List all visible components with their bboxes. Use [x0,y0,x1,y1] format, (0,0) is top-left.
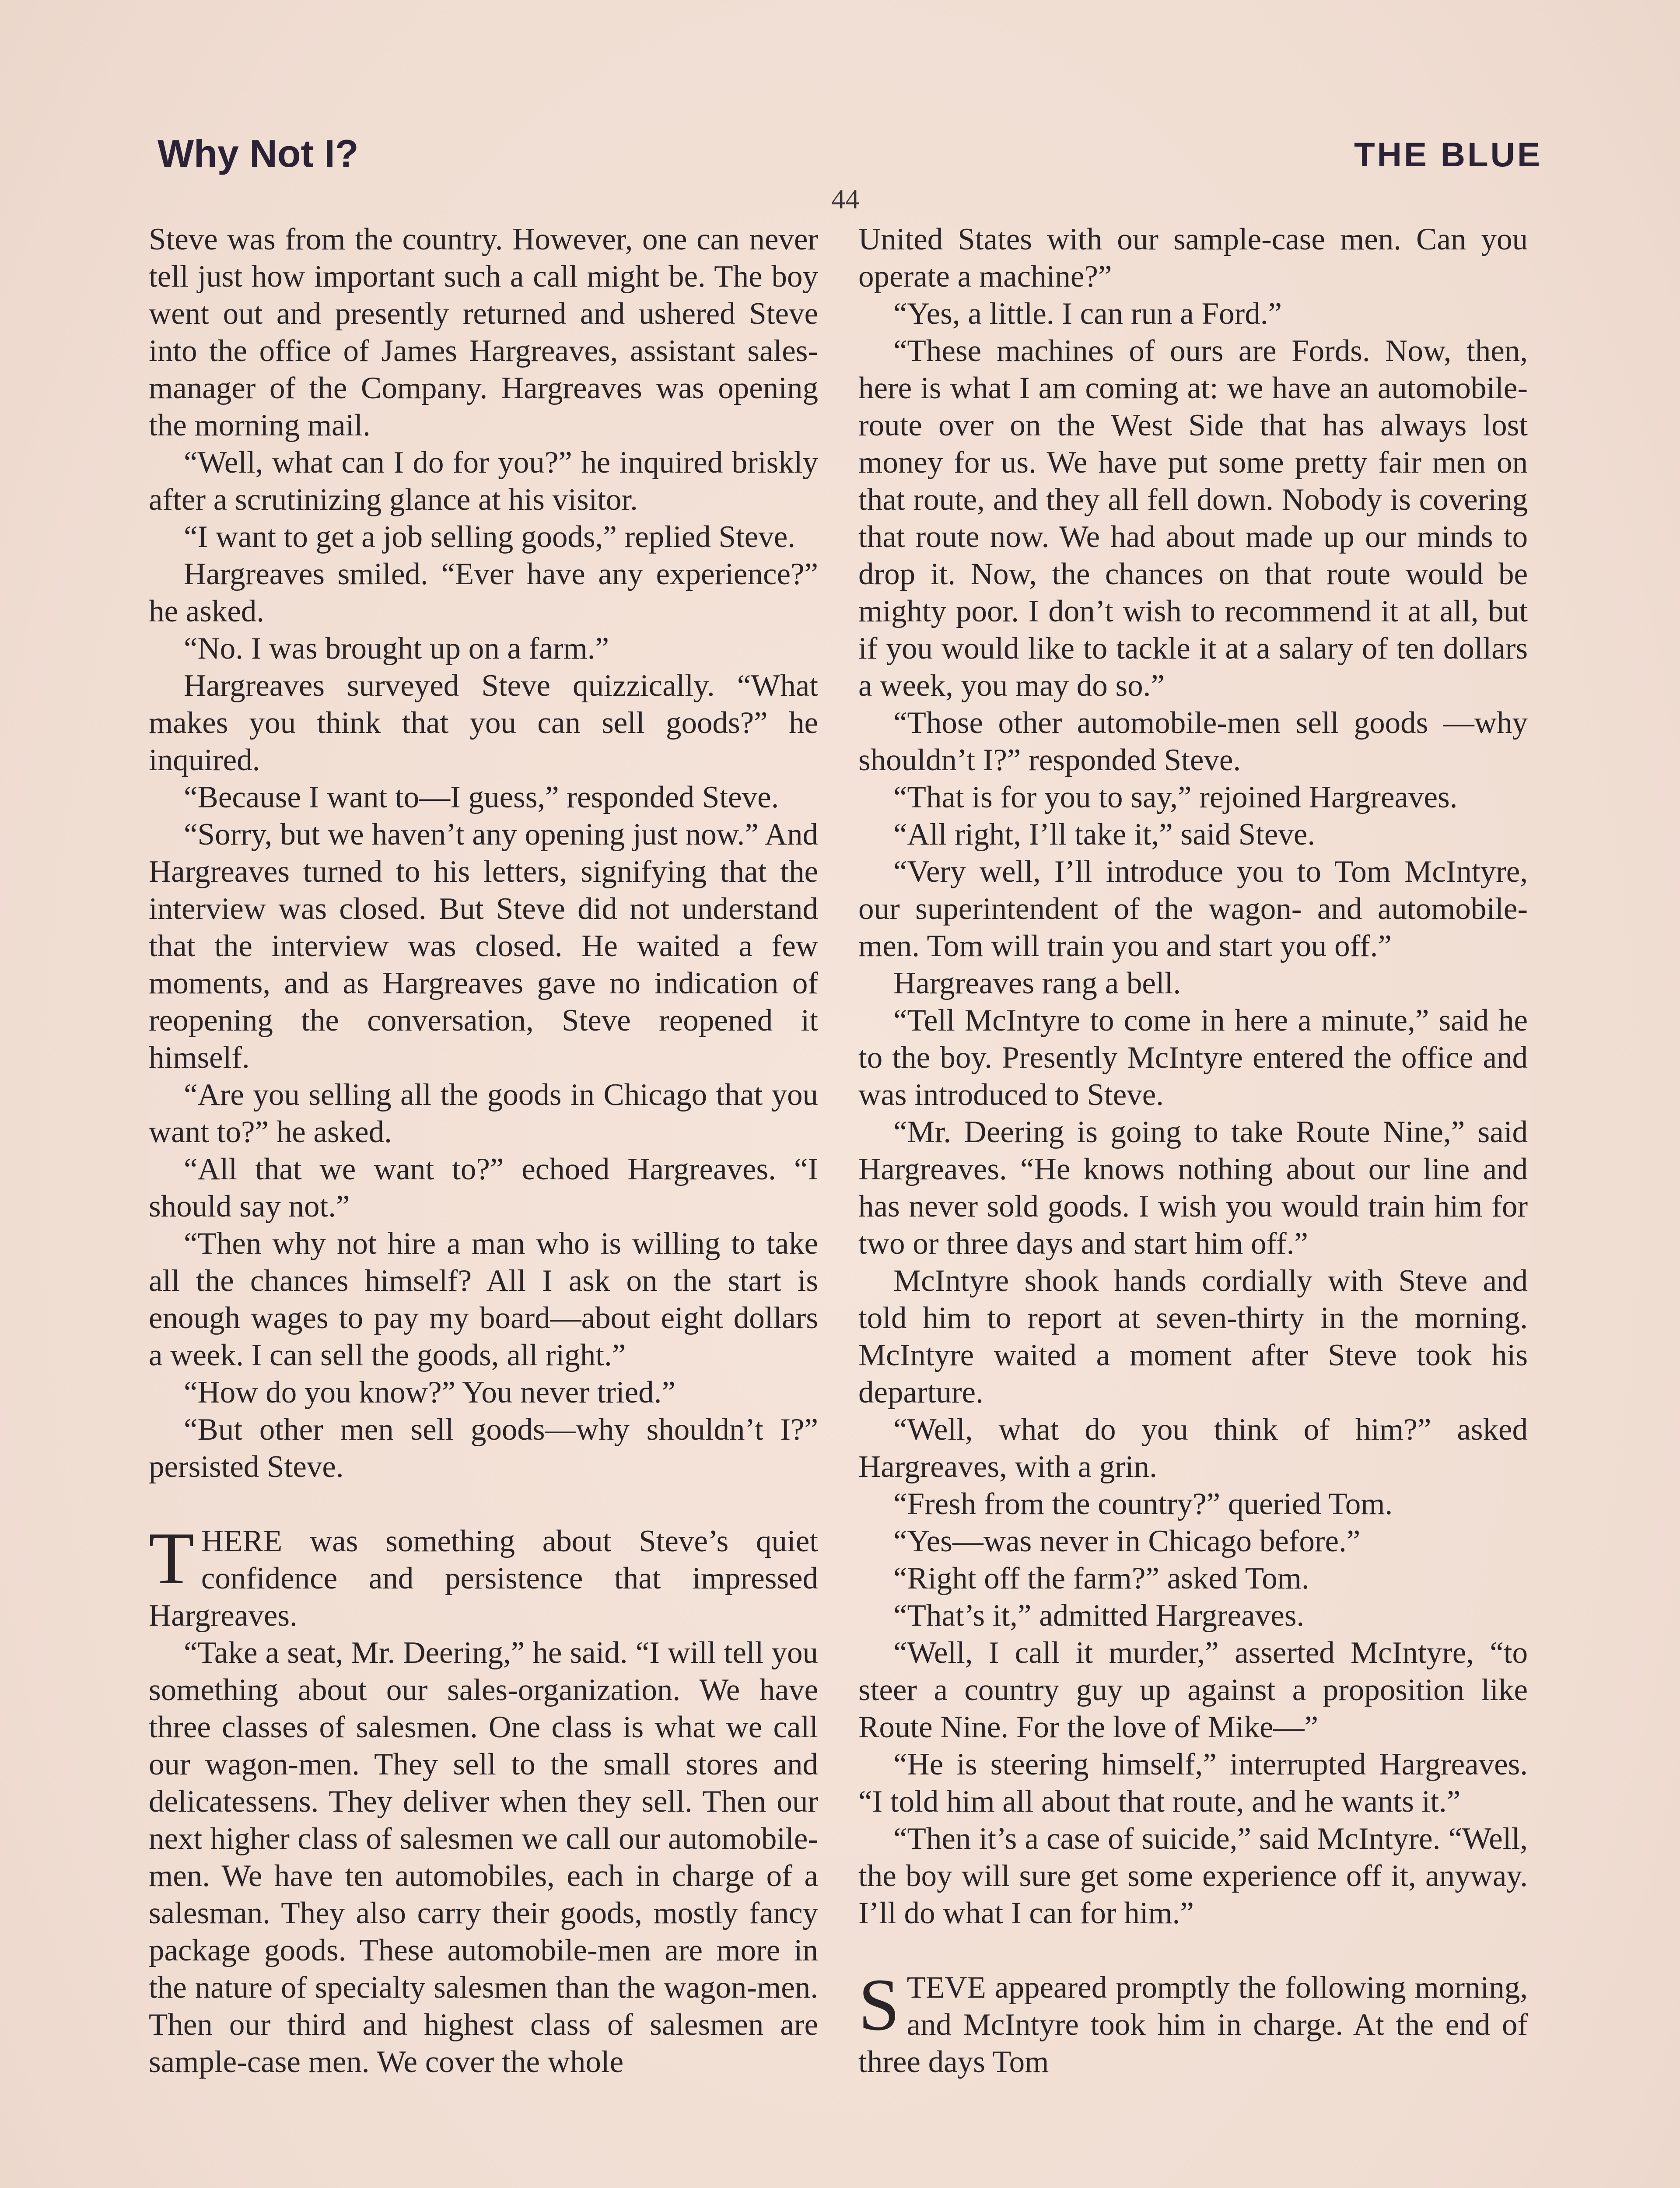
paragraph: “How do you know?” You never tried.” [184,1375,676,1410]
drop-cap: S [858,1964,900,2046]
paragraph: McIntyre shook hands cordially with Steve and told him to report at seven-thirty in the morning. McIntyre waited a moment after Steve took his departure. [858,1264,1528,1410]
running-header [158,131,1542,179]
paragraph: “Those other automobile-men sell goods —why shouldn’t I?” responded Steve. [858,706,1528,777]
magazine-name: THE BLUE [1354,135,1542,174]
paragraph: Hargreaves surveyed Steve quizzically. “What makes you think that you can sell goods?” he inquired. [149,669,818,777]
paragraph: “All right, I’ll take it,” said Steve. [893,817,1316,852]
paragraph: “Well, what can I do for you?” he inquired briskly after a scrutinizing glance at his visitor. [149,445,818,517]
paragraph: “He is steering himself,” interrupted Hargreaves. “I told him all about that route, and he wants it.” [858,1747,1528,1819]
paragraph: “All that we want to?” echoed Hargreaves. “I should say not.” [149,1152,818,1224]
paragraph: United States with our sample-case men. Can you operate a machine?” [858,222,1528,294]
paragraph: “Because I want to—I guess,” responded Steve. [184,780,779,814]
paragraph: “Are you selling all the goods in Chicago that you want to?” he asked. [149,1078,818,1149]
paragraph: “Well, what do you think of him?” asked Hargreaves, with a grin. [858,1413,1528,1484]
paragraph: “That’s it,” admitted Hargreaves. [893,1599,1305,1633]
paragraph: “Then why not hire a man who is willing to take all the chances himself? All I ask on the start is enough wages to pay my board—about eight dollars a week. I can sell the goods, all right.” [149,1227,818,1372]
paragraph: “Yes—was never in Chicago before.” [893,1524,1361,1558]
drop-cap: T [149,1517,194,1599]
paragraph: “I want to get a job selling goods,” replied Steve. [184,520,795,554]
section-opening-paragraph [149,1517,818,1634]
story-title: Why Not I? [158,132,359,175]
paragraph: “Yes, a little. I can run a Ford.” [893,297,1282,331]
paragraph: “Sorry, but we haven’t any opening just now.” And Hargreaves turned to his letters, signifying that the interview was closed. But Steve did not understand that the interview was closed. He waited a few moments, and as Hargreaves gave no indication of reopening the conversation, Steve reopened it himself. [149,817,818,1075]
paragraph: “Very well, I’ll introduce you to Tom McIntyre, our superintendent of the wagon- and automobile-men. Tom will train you and start you off.” [858,855,1528,963]
paragraph: Steve was from the country. However, one can never tell just how important such a call might be. The boy went out and presently returned and ushered Steve into the office of James Hargreaves, assistant sales-manager of the Company. Hargreaves was opening the morning mail. [149,222,818,442]
paragraph: “Take a seat, Mr. Deering,” he said. “I will tell you something about our sales-organization. We have three classes of salesmen. One class is what we call our wagon-men. They sell to the small stores and delicatessens. They deliver when they sell. Then our next higher class of salesmen we call our automobile-men. We have ten automobiles, each in charge of a salesman. They also carry their goods, mostly fancy package goods. These automobile-men are more in the nature of specialty salesmen than the wagon-men. Then our third and highest class of salesmen are sample-case men. We cover the whole [149,1636,818,2079]
paragraph: “Well, I call it murder,” asserted McIntyre, “to steer a country guy up against a proposition like Route Nine. For the love of Mike—” [858,1636,1528,1744]
paragraph: Hargreaves rang a bell. [893,966,1181,1000]
section-text: TEVE appeared promptly the following morning, and McIntyre took him in charge. At the end of three days Tom [858,1971,1528,2079]
page-number: 44 [831,183,859,214]
left-column [149,221,818,2081]
paragraph: “No. I was brought up on a farm.” [184,631,609,666]
paragraph: “Then it’s a case of suicide,” said McIntyre. “Well, the boy will sure get some experience off it, anyway. I’ll do what I can for him.” [858,1822,1528,1930]
paragraph: “Mr. Deering is going to take Route Nine,” said Hargreaves. “He knows nothing about our line and has never sold goods. I wish you would train him for two or three days and start him off.” [858,1115,1528,1261]
paragraph: “That is for you to say,” rejoined Hargreaves. [893,780,1458,814]
paragraph: “Fresh from the country?” queried Tom. [893,1487,1393,1521]
paragraph: “But other men sell goods—why shouldn’t I?” persisted Steve. [149,1413,818,1484]
paragraph: “Right off the farm?” asked Tom. [893,1561,1309,1595]
section-text: HERE was something about Steve’s quiet confidence and persistence that impressed Hargreaves. [149,1524,818,1633]
paragraph: “These machines of ours are Fords. Now, then, here is what I am coming at: we have an automobile-route over on the West Side that has always lost money for us. We have put some pretty fair men on that route, and they all fell down. Nobody is covering that route now. We had about made up our minds to drop it. Now, the chances on that route would be mighty poor. I don’t wish to recommend it at all, but if you would like to tackle it at a salary of ten dollars a week, you may do so.” [858,334,1528,703]
paragraph: Hargreaves smiled. “Ever have any experience?” he asked. [149,557,818,628]
paragraph: “Tell McIntyre to come in here a minute,” said he to the boy. Presently McIntyre entered the office and was introduced to Steve. [858,1003,1528,1112]
section-opening-paragraph [858,1964,1528,2081]
right-column [858,221,1528,2081]
